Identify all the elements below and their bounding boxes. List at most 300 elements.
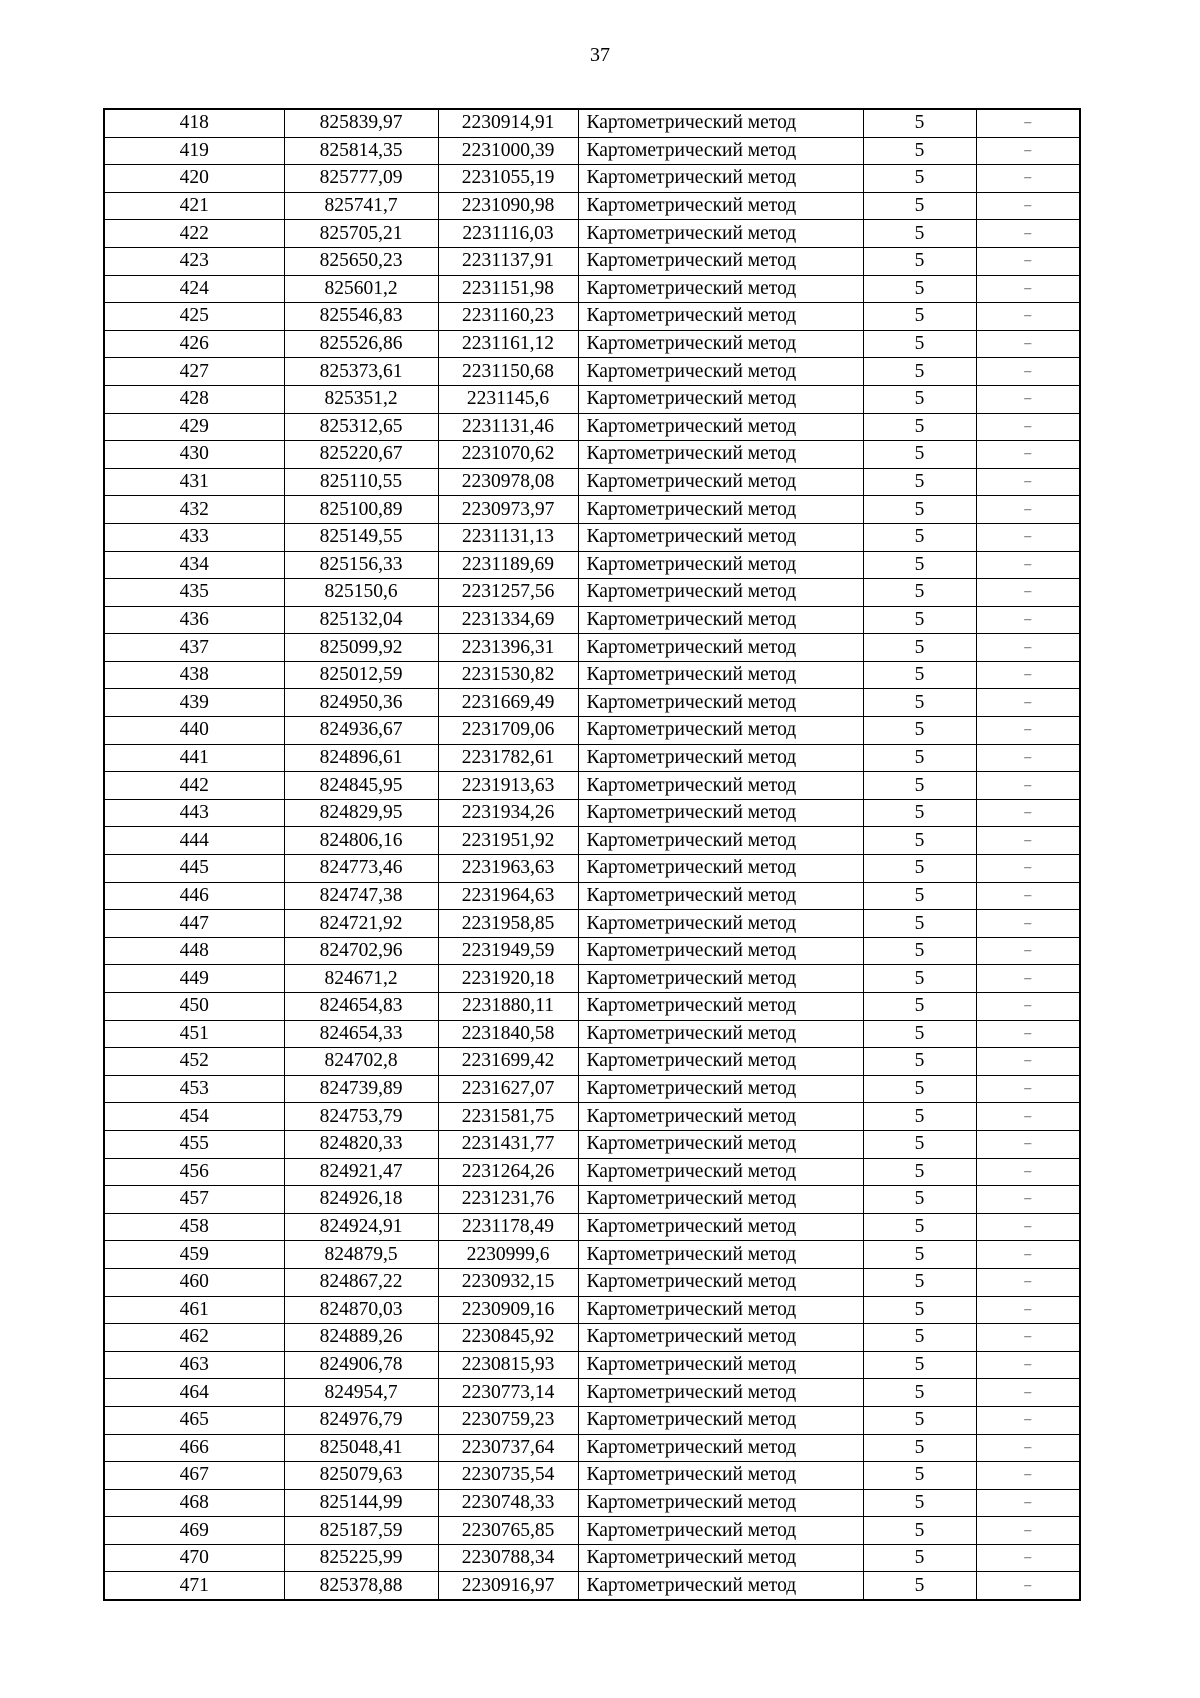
method-cell: Картометрический метод bbox=[578, 358, 863, 386]
accuracy-cell: 5 bbox=[863, 330, 976, 358]
note-cell: – bbox=[976, 1296, 1080, 1324]
x-coordinate-cell: 824845,95 bbox=[284, 772, 438, 800]
x-coordinate-cell: 824921,47 bbox=[284, 1158, 438, 1186]
method-cell: Картометрический метод bbox=[578, 717, 863, 745]
y-coordinate-cell: 2231699,42 bbox=[438, 1048, 578, 1076]
table-row bbox=[104, 1186, 1080, 1214]
accuracy-cell: 5 bbox=[863, 579, 976, 607]
x-coordinate-cell: 825187,59 bbox=[284, 1517, 438, 1545]
y-coordinate-cell: 2231963,63 bbox=[438, 855, 578, 883]
accuracy-cell: 5 bbox=[863, 468, 976, 496]
x-coordinate-cell: 825144,99 bbox=[284, 1489, 438, 1517]
note-cell: – bbox=[976, 827, 1080, 855]
point-number-cell: 460 bbox=[104, 1268, 284, 1296]
point-number-cell: 438 bbox=[104, 661, 284, 689]
y-coordinate-cell: 2230788,34 bbox=[438, 1544, 578, 1572]
method-cell: Картометрический метод bbox=[578, 772, 863, 800]
point-number-cell: 435 bbox=[104, 579, 284, 607]
note-cell: – bbox=[976, 1489, 1080, 1517]
table-row bbox=[104, 1020, 1080, 1048]
y-coordinate-cell: 2230737,64 bbox=[438, 1434, 578, 1462]
x-coordinate-cell: 824896,61 bbox=[284, 744, 438, 772]
accuracy-cell: 5 bbox=[863, 744, 976, 772]
point-number-cell: 443 bbox=[104, 799, 284, 827]
table-row bbox=[104, 192, 1080, 220]
note-cell: – bbox=[976, 413, 1080, 441]
method-cell: Картометрический метод bbox=[578, 1434, 863, 1462]
note-cell: – bbox=[976, 1158, 1080, 1186]
note-cell: – bbox=[976, 109, 1080, 137]
y-coordinate-cell: 2231189,69 bbox=[438, 551, 578, 579]
table-row bbox=[104, 441, 1080, 469]
method-cell: Картометрический метод bbox=[578, 247, 863, 275]
table-row bbox=[104, 1296, 1080, 1324]
accuracy-cell: 5 bbox=[863, 551, 976, 579]
table-row bbox=[104, 247, 1080, 275]
y-coordinate-cell: 2231581,75 bbox=[438, 1103, 578, 1131]
x-coordinate-cell: 825373,61 bbox=[284, 358, 438, 386]
x-coordinate-cell: 825601,2 bbox=[284, 275, 438, 303]
table-row bbox=[104, 1158, 1080, 1186]
method-cell: Картометрический метод bbox=[578, 441, 863, 469]
table-row bbox=[104, 1462, 1080, 1490]
note-cell: – bbox=[976, 965, 1080, 993]
y-coordinate-cell: 2231880,11 bbox=[438, 993, 578, 1021]
point-number-cell: 459 bbox=[104, 1241, 284, 1269]
note-cell: – bbox=[976, 358, 1080, 386]
method-cell: Картометрический метод bbox=[578, 220, 863, 248]
table-row bbox=[104, 937, 1080, 965]
x-coordinate-cell: 824702,96 bbox=[284, 937, 438, 965]
table-row bbox=[104, 1379, 1080, 1407]
note-cell: – bbox=[976, 1020, 1080, 1048]
accuracy-cell: 5 bbox=[863, 827, 976, 855]
method-cell: Картометрический метод bbox=[578, 579, 863, 607]
accuracy-cell: 5 bbox=[863, 772, 976, 800]
point-number-cell: 446 bbox=[104, 882, 284, 910]
note-cell: – bbox=[976, 330, 1080, 358]
method-cell: Картометрический метод bbox=[578, 1268, 863, 1296]
point-number-cell: 444 bbox=[104, 827, 284, 855]
table-row bbox=[104, 385, 1080, 413]
note-cell: – bbox=[976, 247, 1080, 275]
method-cell: Картометрический метод bbox=[578, 303, 863, 331]
method-cell: Картометрический метод bbox=[578, 1544, 863, 1572]
accuracy-cell: 5 bbox=[863, 717, 976, 745]
point-number-cell: 464 bbox=[104, 1379, 284, 1407]
point-number-cell: 434 bbox=[104, 551, 284, 579]
note-cell: – bbox=[976, 441, 1080, 469]
method-cell: Картометрический метод bbox=[578, 1406, 863, 1434]
table-row bbox=[104, 772, 1080, 800]
x-coordinate-cell: 825150,6 bbox=[284, 579, 438, 607]
note-cell: – bbox=[976, 1241, 1080, 1269]
accuracy-cell: 5 bbox=[863, 303, 976, 331]
point-number-cell: 437 bbox=[104, 634, 284, 662]
x-coordinate-cell: 825100,89 bbox=[284, 496, 438, 524]
x-coordinate-cell: 825156,33 bbox=[284, 551, 438, 579]
accuracy-cell: 5 bbox=[863, 1075, 976, 1103]
point-number-cell: 449 bbox=[104, 965, 284, 993]
accuracy-cell: 5 bbox=[863, 1517, 976, 1545]
point-number-cell: 453 bbox=[104, 1075, 284, 1103]
method-cell: Картометрический метод bbox=[578, 937, 863, 965]
y-coordinate-cell: 2231231,76 bbox=[438, 1186, 578, 1214]
y-coordinate-cell: 2231964,63 bbox=[438, 882, 578, 910]
table-row bbox=[104, 1075, 1080, 1103]
y-coordinate-cell: 2231116,03 bbox=[438, 220, 578, 248]
y-coordinate-cell: 2231920,18 bbox=[438, 965, 578, 993]
method-cell: Картометрический метод bbox=[578, 634, 863, 662]
point-number-cell: 425 bbox=[104, 303, 284, 331]
method-cell: Картометрический метод bbox=[578, 192, 863, 220]
note-cell: – bbox=[976, 1406, 1080, 1434]
accuracy-cell: 5 bbox=[863, 1296, 976, 1324]
table-row bbox=[104, 1406, 1080, 1434]
point-number-cell: 445 bbox=[104, 855, 284, 883]
y-coordinate-cell: 2231055,19 bbox=[438, 165, 578, 193]
method-cell: Картометрический метод bbox=[578, 661, 863, 689]
method-cell: Картометрический метод bbox=[578, 1351, 863, 1379]
y-coordinate-cell: 2231913,63 bbox=[438, 772, 578, 800]
y-coordinate-cell: 2231709,06 bbox=[438, 717, 578, 745]
x-coordinate-cell: 824889,26 bbox=[284, 1324, 438, 1352]
accuracy-cell: 5 bbox=[863, 496, 976, 524]
table-row bbox=[104, 1130, 1080, 1158]
x-coordinate-cell: 825546,83 bbox=[284, 303, 438, 331]
y-coordinate-cell: 2230845,92 bbox=[438, 1324, 578, 1352]
table-row bbox=[104, 496, 1080, 524]
x-coordinate-cell: 824906,78 bbox=[284, 1351, 438, 1379]
point-number-cell: 429 bbox=[104, 413, 284, 441]
note-cell: – bbox=[976, 1517, 1080, 1545]
y-coordinate-cell: 2230999,6 bbox=[438, 1241, 578, 1269]
x-coordinate-cell: 825741,7 bbox=[284, 192, 438, 220]
method-cell: Картометрический метод bbox=[578, 1158, 863, 1186]
table-row bbox=[104, 1268, 1080, 1296]
method-cell: Картометрический метод bbox=[578, 799, 863, 827]
y-coordinate-cell: 2230759,23 bbox=[438, 1406, 578, 1434]
y-coordinate-cell: 2231334,69 bbox=[438, 606, 578, 634]
table-row bbox=[104, 855, 1080, 883]
accuracy-cell: 5 bbox=[863, 385, 976, 413]
accuracy-cell: 5 bbox=[863, 1213, 976, 1241]
table-row bbox=[104, 827, 1080, 855]
note-cell: – bbox=[976, 220, 1080, 248]
accuracy-cell: 5 bbox=[863, 1103, 976, 1131]
table-row bbox=[104, 661, 1080, 689]
accuracy-cell: 5 bbox=[863, 799, 976, 827]
x-coordinate-cell: 825526,86 bbox=[284, 330, 438, 358]
x-coordinate-cell: 824950,36 bbox=[284, 689, 438, 717]
table-row bbox=[104, 882, 1080, 910]
table-row bbox=[104, 965, 1080, 993]
table-row bbox=[104, 1241, 1080, 1269]
x-coordinate-cell: 824671,2 bbox=[284, 965, 438, 993]
note-cell: – bbox=[976, 937, 1080, 965]
y-coordinate-cell: 2231782,61 bbox=[438, 744, 578, 772]
note-cell: – bbox=[976, 689, 1080, 717]
coordinates-table bbox=[103, 108, 1081, 1601]
note-cell: – bbox=[976, 993, 1080, 1021]
accuracy-cell: 5 bbox=[863, 937, 976, 965]
point-number-cell: 440 bbox=[104, 717, 284, 745]
note-cell: – bbox=[976, 275, 1080, 303]
note-cell: – bbox=[976, 551, 1080, 579]
x-coordinate-cell: 824976,79 bbox=[284, 1406, 438, 1434]
x-coordinate-cell: 824879,5 bbox=[284, 1241, 438, 1269]
y-coordinate-cell: 2231131,13 bbox=[438, 523, 578, 551]
y-coordinate-cell: 2231070,62 bbox=[438, 441, 578, 469]
table-row bbox=[104, 109, 1080, 137]
note-cell: – bbox=[976, 606, 1080, 634]
table-row bbox=[104, 468, 1080, 496]
accuracy-cell: 5 bbox=[863, 993, 976, 1021]
method-cell: Картометрический метод bbox=[578, 1489, 863, 1517]
method-cell: Картометрический метод bbox=[578, 275, 863, 303]
point-number-cell: 418 bbox=[104, 109, 284, 137]
y-coordinate-cell: 2231145,6 bbox=[438, 385, 578, 413]
x-coordinate-cell: 824924,91 bbox=[284, 1213, 438, 1241]
method-cell: Картометрический метод bbox=[578, 1075, 863, 1103]
method-cell: Картометрический метод bbox=[578, 468, 863, 496]
x-coordinate-cell: 825312,65 bbox=[284, 413, 438, 441]
note-cell: – bbox=[976, 799, 1080, 827]
y-coordinate-cell: 2231840,58 bbox=[438, 1020, 578, 1048]
point-number-cell: 431 bbox=[104, 468, 284, 496]
method-cell: Картометрический метод bbox=[578, 1241, 863, 1269]
note-cell: – bbox=[976, 468, 1080, 496]
y-coordinate-cell: 2231951,92 bbox=[438, 827, 578, 855]
note-cell: – bbox=[976, 385, 1080, 413]
x-coordinate-cell: 824654,83 bbox=[284, 993, 438, 1021]
point-number-cell: 419 bbox=[104, 137, 284, 165]
note-cell: – bbox=[976, 496, 1080, 524]
accuracy-cell: 5 bbox=[863, 137, 976, 165]
note-cell: – bbox=[976, 1048, 1080, 1076]
point-number-cell: 422 bbox=[104, 220, 284, 248]
x-coordinate-cell: 825099,92 bbox=[284, 634, 438, 662]
y-coordinate-cell: 2231396,31 bbox=[438, 634, 578, 662]
point-number-cell: 465 bbox=[104, 1406, 284, 1434]
note-cell: – bbox=[976, 1324, 1080, 1352]
accuracy-cell: 5 bbox=[863, 634, 976, 662]
x-coordinate-cell: 824806,16 bbox=[284, 827, 438, 855]
point-number-cell: 427 bbox=[104, 358, 284, 386]
y-coordinate-cell: 2231131,46 bbox=[438, 413, 578, 441]
method-cell: Картометрический метод bbox=[578, 689, 863, 717]
note-cell: – bbox=[976, 1572, 1080, 1600]
accuracy-cell: 5 bbox=[863, 1241, 976, 1269]
x-coordinate-cell: 825110,55 bbox=[284, 468, 438, 496]
accuracy-cell: 5 bbox=[863, 965, 976, 993]
accuracy-cell: 5 bbox=[863, 523, 976, 551]
point-number-cell: 463 bbox=[104, 1351, 284, 1379]
point-number-cell: 432 bbox=[104, 496, 284, 524]
accuracy-cell: 5 bbox=[863, 1572, 976, 1600]
point-number-cell: 450 bbox=[104, 993, 284, 1021]
method-cell: Картометрический метод bbox=[578, 910, 863, 938]
method-cell: Картометрический метод bbox=[578, 882, 863, 910]
point-number-cell: 420 bbox=[104, 165, 284, 193]
y-coordinate-cell: 2231150,68 bbox=[438, 358, 578, 386]
table-row bbox=[104, 275, 1080, 303]
method-cell: Картометрический метод bbox=[578, 1517, 863, 1545]
point-number-cell: 469 bbox=[104, 1517, 284, 1545]
point-number-cell: 451 bbox=[104, 1020, 284, 1048]
method-cell: Картометрический метод bbox=[578, 413, 863, 441]
y-coordinate-cell: 2230735,54 bbox=[438, 1462, 578, 1490]
accuracy-cell: 5 bbox=[863, 1324, 976, 1352]
note-cell: – bbox=[976, 579, 1080, 607]
note-cell: – bbox=[976, 855, 1080, 883]
table-row bbox=[104, 358, 1080, 386]
x-coordinate-cell: 824926,18 bbox=[284, 1186, 438, 1214]
point-number-cell: 448 bbox=[104, 937, 284, 965]
accuracy-cell: 5 bbox=[863, 1130, 976, 1158]
point-number-cell: 457 bbox=[104, 1186, 284, 1214]
y-coordinate-cell: 2230914,91 bbox=[438, 109, 578, 137]
accuracy-cell: 5 bbox=[863, 910, 976, 938]
y-coordinate-cell: 2231264,26 bbox=[438, 1158, 578, 1186]
x-coordinate-cell: 825220,67 bbox=[284, 441, 438, 469]
method-cell: Картометрический метод bbox=[578, 165, 863, 193]
accuracy-cell: 5 bbox=[863, 1379, 976, 1407]
y-coordinate-cell: 2231934,26 bbox=[438, 799, 578, 827]
note-cell: – bbox=[976, 523, 1080, 551]
note-cell: – bbox=[976, 1351, 1080, 1379]
table-body bbox=[104, 109, 1080, 1600]
page-number: 37 bbox=[590, 44, 610, 66]
point-number-cell: 433 bbox=[104, 523, 284, 551]
x-coordinate-cell: 824829,95 bbox=[284, 799, 438, 827]
method-cell: Картометрический метод bbox=[578, 1020, 863, 1048]
method-cell: Картометрический метод bbox=[578, 855, 863, 883]
point-number-cell: 423 bbox=[104, 247, 284, 275]
method-cell: Картометрический метод bbox=[578, 496, 863, 524]
x-coordinate-cell: 825814,35 bbox=[284, 137, 438, 165]
y-coordinate-cell: 2231137,91 bbox=[438, 247, 578, 275]
method-cell: Картометрический метод bbox=[578, 965, 863, 993]
table-row bbox=[104, 1048, 1080, 1076]
x-coordinate-cell: 824870,03 bbox=[284, 1296, 438, 1324]
y-coordinate-cell: 2230773,14 bbox=[438, 1379, 578, 1407]
accuracy-cell: 5 bbox=[863, 1158, 976, 1186]
accuracy-cell: 5 bbox=[863, 606, 976, 634]
note-cell: – bbox=[976, 1103, 1080, 1131]
method-cell: Картометрический метод bbox=[578, 827, 863, 855]
accuracy-cell: 5 bbox=[863, 1462, 976, 1490]
accuracy-cell: 5 bbox=[863, 358, 976, 386]
point-number-cell: 430 bbox=[104, 441, 284, 469]
table-row bbox=[104, 523, 1080, 551]
note-cell: – bbox=[976, 165, 1080, 193]
method-cell: Картометрический метод bbox=[578, 109, 863, 137]
point-number-cell: 462 bbox=[104, 1324, 284, 1352]
y-coordinate-cell: 2231958,85 bbox=[438, 910, 578, 938]
note-cell: – bbox=[976, 744, 1080, 772]
y-coordinate-cell: 2231530,82 bbox=[438, 661, 578, 689]
method-cell: Картометрический метод bbox=[578, 1324, 863, 1352]
table-row bbox=[104, 165, 1080, 193]
accuracy-cell: 5 bbox=[863, 1489, 976, 1517]
table-row bbox=[104, 1489, 1080, 1517]
accuracy-cell: 5 bbox=[863, 855, 976, 883]
accuracy-cell: 5 bbox=[863, 109, 976, 137]
accuracy-cell: 5 bbox=[863, 1048, 976, 1076]
accuracy-cell: 5 bbox=[863, 689, 976, 717]
x-coordinate-cell: 824702,8 bbox=[284, 1048, 438, 1076]
method-cell: Картометрический метод bbox=[578, 1462, 863, 1490]
point-number-cell: 428 bbox=[104, 385, 284, 413]
note-cell: – bbox=[976, 1130, 1080, 1158]
accuracy-cell: 5 bbox=[863, 275, 976, 303]
accuracy-cell: 5 bbox=[863, 441, 976, 469]
y-coordinate-cell: 2231949,59 bbox=[438, 937, 578, 965]
accuracy-cell: 5 bbox=[863, 1544, 976, 1572]
point-number-cell: 456 bbox=[104, 1158, 284, 1186]
x-coordinate-cell: 824773,46 bbox=[284, 855, 438, 883]
x-coordinate-cell: 824721,92 bbox=[284, 910, 438, 938]
x-coordinate-cell: 825351,2 bbox=[284, 385, 438, 413]
method-cell: Картометрический метод bbox=[578, 330, 863, 358]
table-row bbox=[104, 1351, 1080, 1379]
method-cell: Картометрический метод bbox=[578, 1103, 863, 1131]
method-cell: Картометрический метод bbox=[578, 1379, 863, 1407]
point-number-cell: 426 bbox=[104, 330, 284, 358]
y-coordinate-cell: 2231151,98 bbox=[438, 275, 578, 303]
table-row bbox=[104, 1324, 1080, 1352]
accuracy-cell: 5 bbox=[863, 220, 976, 248]
x-coordinate-cell: 824867,22 bbox=[284, 1268, 438, 1296]
table-row bbox=[104, 717, 1080, 745]
point-number-cell: 455 bbox=[104, 1130, 284, 1158]
x-coordinate-cell: 824820,33 bbox=[284, 1130, 438, 1158]
y-coordinate-cell: 2230748,33 bbox=[438, 1489, 578, 1517]
y-coordinate-cell: 2231669,49 bbox=[438, 689, 578, 717]
point-number-cell: 441 bbox=[104, 744, 284, 772]
x-coordinate-cell: 825777,09 bbox=[284, 165, 438, 193]
method-cell: Картометрический метод bbox=[578, 385, 863, 413]
table-row bbox=[104, 551, 1080, 579]
point-number-cell: 467 bbox=[104, 1462, 284, 1490]
point-number-cell: 447 bbox=[104, 910, 284, 938]
x-coordinate-cell: 825839,97 bbox=[284, 109, 438, 137]
table-row bbox=[104, 634, 1080, 662]
accuracy-cell: 5 bbox=[863, 1351, 976, 1379]
accuracy-cell: 5 bbox=[863, 247, 976, 275]
point-number-cell: 424 bbox=[104, 275, 284, 303]
table-row bbox=[104, 1103, 1080, 1131]
accuracy-cell: 5 bbox=[863, 661, 976, 689]
point-number-cell: 442 bbox=[104, 772, 284, 800]
accuracy-cell: 5 bbox=[863, 882, 976, 910]
note-cell: – bbox=[976, 634, 1080, 662]
point-number-cell: 466 bbox=[104, 1434, 284, 1462]
point-number-cell: 454 bbox=[104, 1103, 284, 1131]
y-coordinate-cell: 2231431,77 bbox=[438, 1130, 578, 1158]
table-row bbox=[104, 799, 1080, 827]
method-cell: Картометрический метод bbox=[578, 137, 863, 165]
x-coordinate-cell: 825378,88 bbox=[284, 1572, 438, 1600]
x-coordinate-cell: 824753,79 bbox=[284, 1103, 438, 1131]
table-row bbox=[104, 579, 1080, 607]
note-cell: – bbox=[976, 1268, 1080, 1296]
note-cell: – bbox=[976, 303, 1080, 331]
accuracy-cell: 5 bbox=[863, 1406, 976, 1434]
x-coordinate-cell: 825149,55 bbox=[284, 523, 438, 551]
note-cell: – bbox=[976, 1186, 1080, 1214]
